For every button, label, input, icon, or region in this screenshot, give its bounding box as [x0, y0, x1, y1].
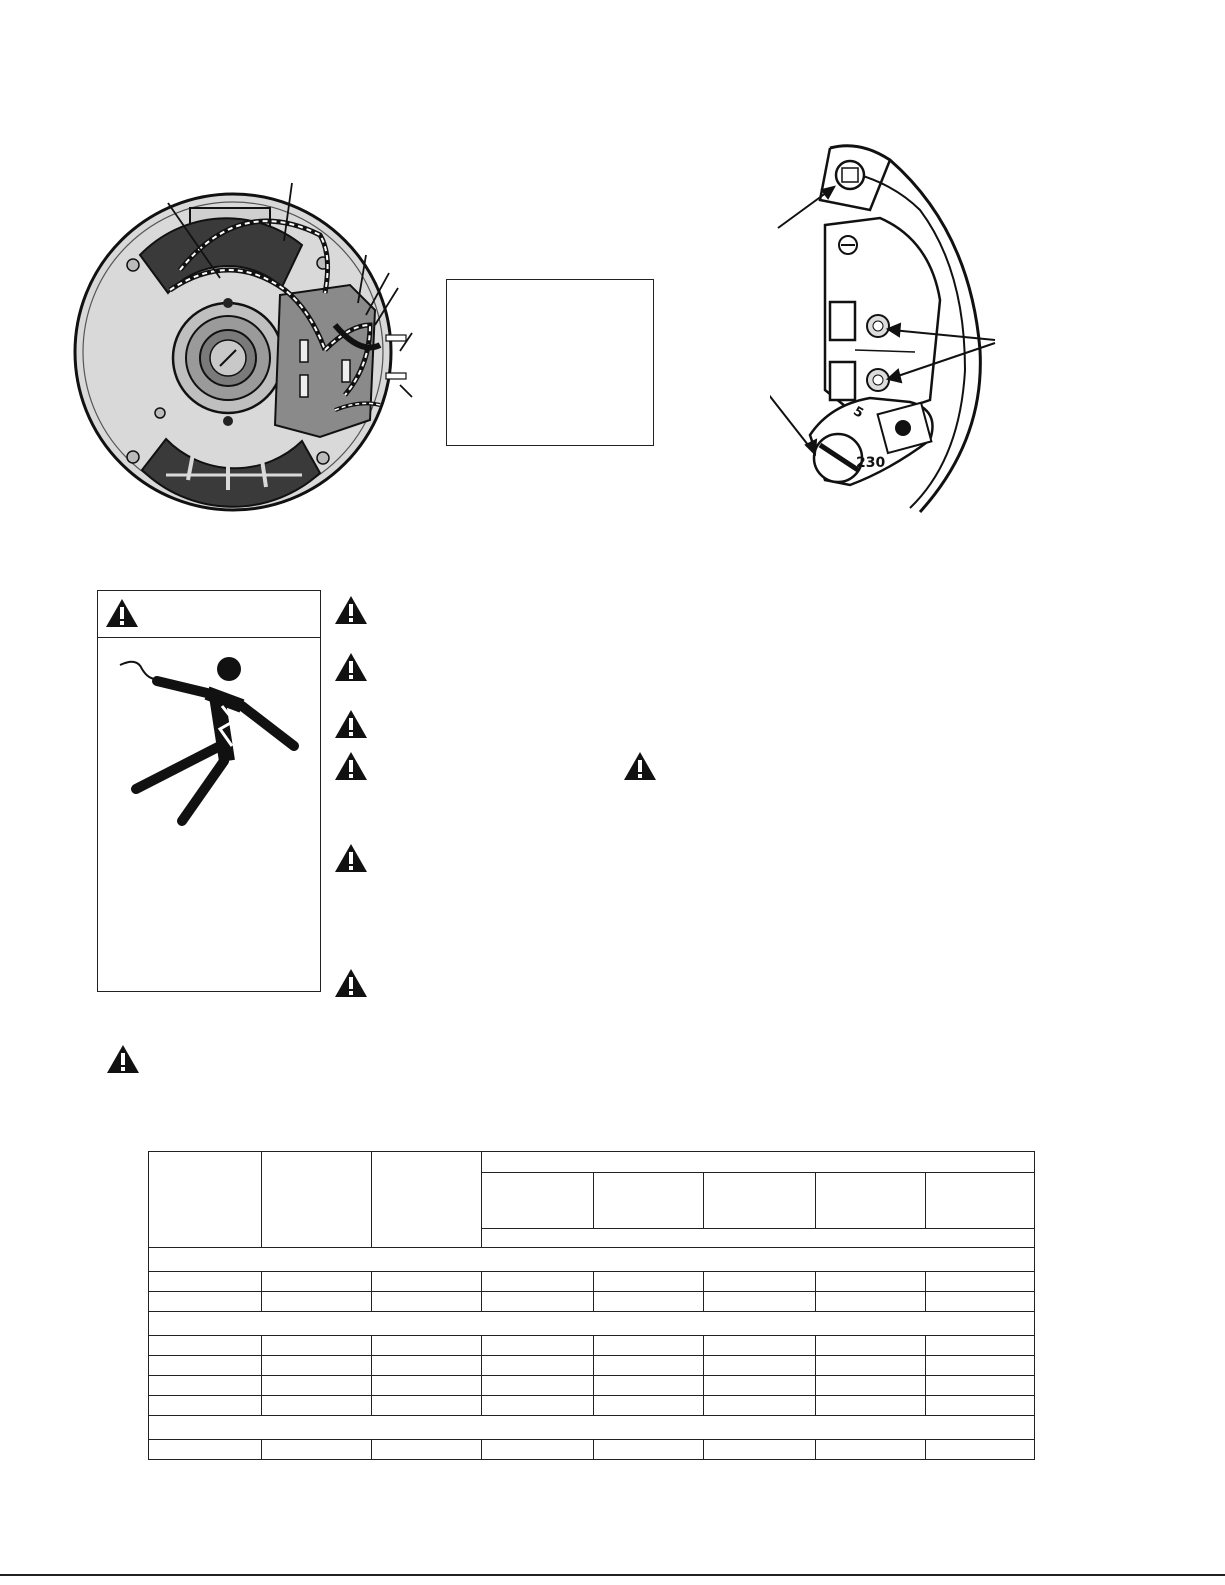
table-row — [149, 1396, 1035, 1416]
table-row — [149, 1440, 1035, 1460]
table-header-cell — [262, 1152, 372, 1248]
table-header-row — [149, 1152, 1035, 1173]
spec-table — [148, 1151, 1035, 1460]
table-header-cell — [482, 1229, 1035, 1248]
electric-shock-hazard-icon — [112, 651, 312, 831]
table-row — [149, 1336, 1035, 1356]
table-row — [149, 1356, 1035, 1376]
warning-triangle-icon — [333, 708, 369, 740]
table-header-cell — [816, 1173, 926, 1229]
warning-triangle-icon — [333, 967, 369, 999]
warning-triangle-icon — [104, 597, 140, 629]
safety-panel-header — [98, 591, 320, 638]
table-section-cell — [149, 1312, 1035, 1336]
warning-triangle-icon — [333, 651, 369, 683]
table-header-cell — [704, 1173, 816, 1229]
page-footer-rule — [0, 1574, 1225, 1576]
table-row — [149, 1376, 1035, 1396]
table-row — [149, 1292, 1035, 1312]
table-section-row — [149, 1416, 1035, 1440]
warning-triangle-icon — [333, 594, 369, 626]
voltage-marking-5: 5 — [850, 403, 866, 422]
table-header-cell — [926, 1173, 1035, 1229]
table-section-row — [149, 1312, 1035, 1336]
table-header-cell — [594, 1173, 704, 1229]
table-section-cell — [149, 1248, 1035, 1272]
figure-caption-box — [446, 279, 654, 446]
warning-triangle-icon — [333, 750, 369, 782]
table-row — [149, 1272, 1035, 1292]
voltage-marking-230: 230 — [856, 455, 886, 471]
warning-triangle-icon — [622, 750, 658, 782]
table-header-cell — [149, 1152, 262, 1248]
safety-hazard-panel — [97, 590, 321, 992]
motor-end-view-figure — [70, 175, 430, 520]
table-section-row — [149, 1248, 1035, 1272]
table-header-cell — [482, 1173, 594, 1229]
table-header-cell — [482, 1152, 1035, 1173]
table-header-cell — [372, 1152, 482, 1248]
table-section-cell — [149, 1416, 1035, 1440]
warning-triangle-icon — [105, 1043, 141, 1075]
terminal-board-figure — [770, 140, 1005, 520]
warning-triangle-icon — [333, 842, 369, 874]
